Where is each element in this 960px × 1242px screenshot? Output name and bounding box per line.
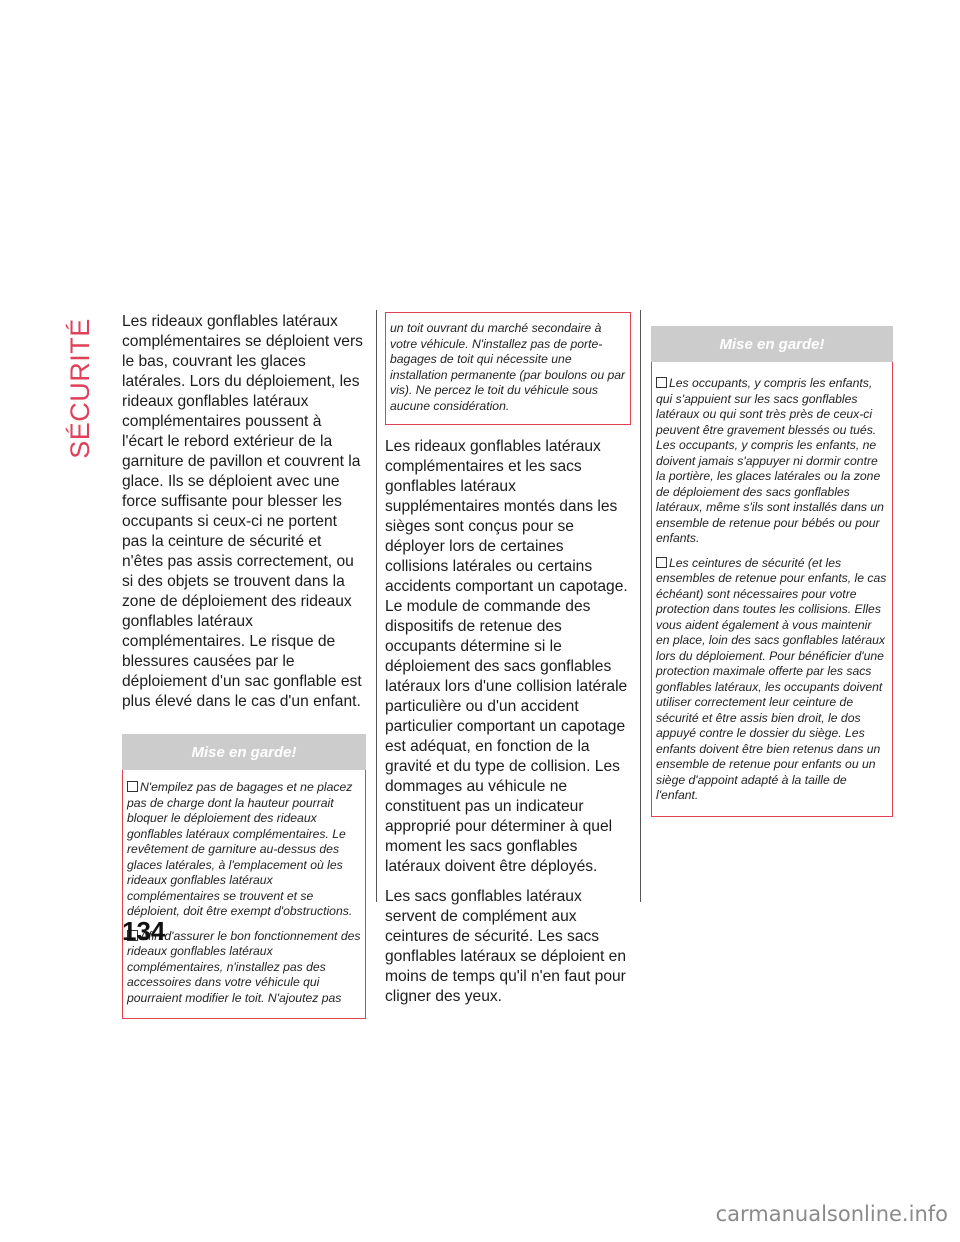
column-2-paragraph-2: Les sacs gonflables latéraux servent de complément aux ceintures de sécurité. Les sacs gonflables latéraux se déploient en moins de temps qu'il n'en faut pour cligner des yeux. (385, 888, 627, 1005)
warning-header (122, 734, 366, 770)
warning-item: Les ceintures de sécurité (et les ensembles de retenue pour enfants, le cas échéant) sont nécessaires pour votre protection dans toutes les collisions. Elles vous aident également à vous maintenir en place, loin des sacs gonflables latéraux lors du déploiement. Pour bénéficier d'une protection maximale offerte par les sacs gonflables latéraux, les occupants doivent utiliser correctement leur ceinture de sécurité et être assis bien droit, le dos appuyé contre le dossier du siège. Les enfants doivent être bien retenus dans un ensemble de retenue pour enfants ou un siège d'appoint adapté à la taille de l'enfant. (656, 555, 887, 802)
column-2-paragraph-1: Les rideaux gonflables latéraux complémentaires et les sacs gonflables latéraux supplémentaires montés dans les sièges sont conçus pour se déployer lors de certaines collisions latérales ou certains accidents comportant un capotage. Le module de commande des dispositifs de retenue des occupants détermine si le déploiement des sacs gonflables latéraux lors d'une collision latérale particulière ou d'un accident particulier comportant un capotage est adéquat, en fonction de la gravité et du type de collision. Les dommages au véhicule ne constituent pas un indicateur approprié pour déterminer à quel moment les sacs gonflables latéraux doivent être déployés. (385, 438, 628, 875)
column-1 (122, 312, 366, 1019)
warning-title: Mise en garde! (719, 335, 825, 353)
warning-continued-text: un toit ouvrant du marché secondaire à votre véhicule. N'installez pas de porte-bagages de toit qui nécessite une installation permanente (par boulons ou par vis). Ne percez le toit du véhicule sous aucune considération. (390, 321, 626, 413)
column-3 (651, 326, 893, 817)
warning-box (651, 362, 893, 817)
column-1-paragraph: Les rideaux gonflables latéraux complémentaires se déploient vers le bas, couvrant les glaces latérales. Lors du déploiement, les rideaux gonflables latéraux complémentaires poussent à l'écart le rebord extérieur de la garniture de pavillon et couvrent la glace. Ils se déploient avec une force suffisante pour blesser les occupants si ceux-ci ne portent pas la ceinture de sécurité et n'êtes pas assis correctement, ou si des objets se trouvent dans la zone de déploiement des rideaux gonflables latéraux complémentaires. Le risque de blessures causées par le déploiement d'un sac gonflable est plus élevé dans le cas d'un enfant. (122, 313, 363, 710)
checkbox-icon (656, 557, 667, 568)
column-divider-2 (640, 310, 641, 902)
column-2 (385, 312, 631, 1007)
section-tab (60, 318, 100, 458)
warning-box-continued (385, 312, 631, 425)
checkbox-icon (656, 377, 667, 388)
warning-title: Mise en garde! (191, 743, 297, 761)
warning-item: Les occupants, y compris les enfants, qui s'appuient sur les sacs gonflables latéraux ou qui sont très près de ceux-ci peuvent être gravement blessés ou tués. Les occupants, y compris les enfants, ne doivent jamais s'appuyer ni dormir contre la portière, les glaces latérales ou la zone de déploiement des sacs gonflables latéraux, même s'ils sont installés dans un ensemble de retenue pour bébés ou pour enfants. (656, 376, 884, 545)
section-tab-label: SÉCURITÉ (64, 317, 95, 459)
warning-box (122, 770, 366, 1019)
checkbox-icon (127, 781, 138, 792)
page-number: 134 (122, 916, 166, 946)
warning-header (651, 326, 893, 362)
watermark: carmanualsonline.info (715, 1202, 948, 1226)
warning-item: N'empilez pas de bagages et ne placez pas de charge dont la hauteur pourrait bloquer le déploiement des rideaux gonflables latéraux complémentaires. Le revêtement de garniture au-dessus des glaces latérales, à l'emplacement où les rideaux gonflables latéraux complémentaires se trouvent et se déploient, doit être exempt d'obstructions. (127, 780, 353, 918)
warning-item: Afin d'assurer le bon fonctionnement des rideaux gonflables latéraux complémentaires, n'installez pas des accessoires dans votre véhicule qui pourraient modifier le toit. N'ajoutez pas (127, 928, 361, 1005)
column-divider-1 (376, 310, 377, 902)
